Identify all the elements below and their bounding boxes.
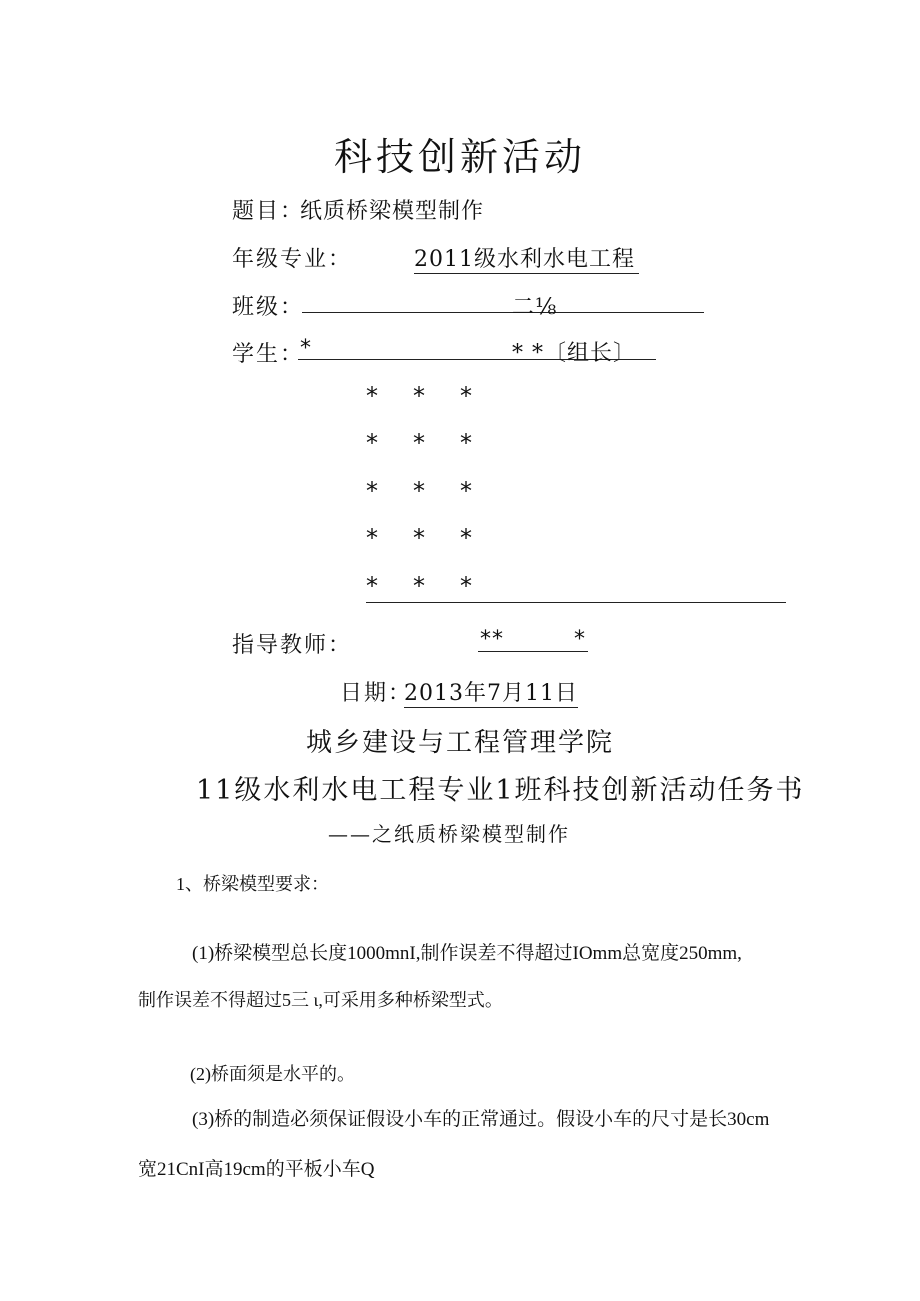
member-star: *	[366, 477, 378, 505]
member-star: *	[460, 524, 472, 552]
member-row	[366, 524, 507, 552]
requirement-2: (2)桥面须是水平的。	[190, 1064, 355, 1084]
topic-value: 纸质桥梁模型制作	[300, 199, 485, 224]
task-heading: 11级水利水电工程专业1班科技创新活动任务书	[196, 775, 805, 806]
student-first: *	[300, 336, 312, 361]
member-star: *	[413, 429, 425, 457]
task-subheading: ——之纸质桥梁模型制作	[328, 822, 570, 846]
member-star: *	[366, 572, 378, 600]
teacher-value: **	[480, 627, 504, 652]
grade-label: 年级专业：	[232, 247, 353, 272]
member-row	[366, 477, 507, 505]
member-row	[366, 429, 507, 457]
topic-label: 题目：	[232, 199, 305, 224]
member-row	[366, 382, 507, 410]
class-underline	[302, 312, 704, 313]
member-row	[366, 572, 507, 600]
teacher-label: 指导教师：	[232, 633, 353, 658]
member-star: *	[460, 572, 472, 600]
student-leader: * *〔组长〕	[512, 341, 636, 366]
member-star: *	[413, 477, 425, 505]
college-name: 城乡建设与工程管理学院	[305, 728, 614, 758]
member-star: *	[413, 524, 425, 552]
requirement-1-line-1: (1)桥梁模型总长度1000mnI,制作误差不得超过IOmm总宽度250mm,	[192, 943, 742, 964]
member-star: *	[366, 429, 378, 457]
page-title: 科技创新活动	[333, 135, 586, 179]
grade-value: 2011级水利水电工程	[414, 242, 639, 274]
teacher-value: *	[574, 627, 586, 652]
members-underline	[366, 602, 786, 603]
date-value: 2013年7月11日	[404, 676, 578, 708]
member-star: *	[460, 477, 472, 505]
class-label: 班级：	[232, 295, 305, 320]
requirement-3-line-2: 宽21CnI高19cm的平板小车Q	[138, 1159, 375, 1180]
member-star: *	[413, 572, 425, 600]
requirement-1-line-2: 制作误差不得超过5三 ι,可采用多种桥梁型式。	[138, 990, 503, 1010]
requirement-3-line-1: (3)桥的制造必须保证假设小车的正常通过。假设小车的尺寸是长30cm	[192, 1109, 770, 1130]
member-star: *	[366, 524, 378, 552]
student-label: 学生：	[232, 342, 305, 367]
class-value: 二⅛	[512, 295, 558, 320]
date-label: 日期：	[340, 681, 413, 706]
member-star: *	[366, 382, 378, 410]
member-star: *	[413, 382, 425, 410]
section-heading: 1、桥梁模型要求：	[176, 874, 329, 894]
member-star: *	[460, 382, 472, 410]
member-star: *	[460, 429, 472, 457]
